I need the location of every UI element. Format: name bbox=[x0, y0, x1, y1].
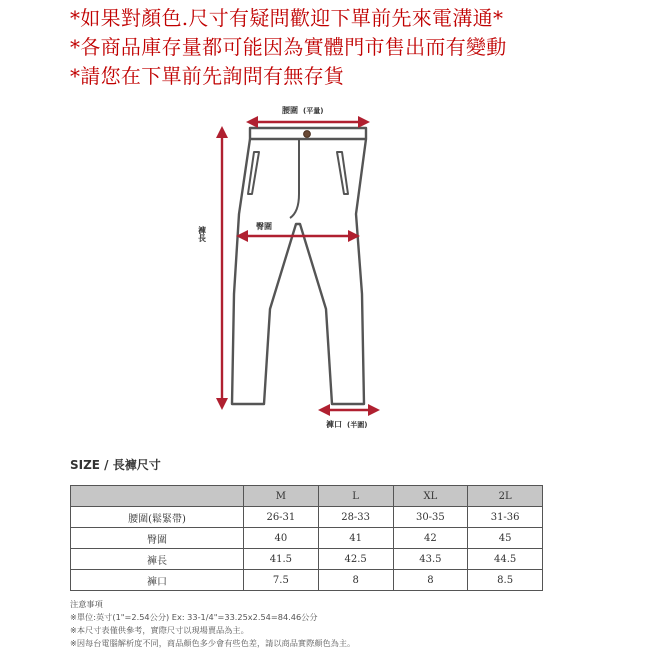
note-line: ※單位:英寸(1"=2.54公分) Ex: 33-1/4"=33.25x2.54=84.46公分 bbox=[70, 612, 318, 622]
notes-title: 注意事項 bbox=[70, 599, 103, 609]
size-header: L bbox=[318, 486, 393, 507]
waist-note: (平量) bbox=[303, 107, 324, 115]
notice-line: *各商品庫存量都可能因為實體門市售出而有變動 bbox=[70, 35, 507, 59]
table-row bbox=[71, 507, 543, 528]
size-chart-title: SIZE / 長褲尺寸 bbox=[70, 458, 161, 472]
table-cell: 40 bbox=[244, 528, 319, 549]
table-row bbox=[71, 570, 543, 591]
note-line: ※因每台電腦解析度不同，商品顏色多少會有些色差，請以商品實際顏色為主。 bbox=[70, 638, 356, 648]
table-row bbox=[71, 549, 543, 570]
table-cell: 28-33 bbox=[318, 507, 393, 528]
size-header: 2L bbox=[468, 486, 543, 507]
waist-label: 腰圍 bbox=[282, 106, 298, 115]
length-label: 褲長 bbox=[197, 226, 207, 242]
hem-note: (半圍) bbox=[347, 421, 368, 429]
button-icon bbox=[304, 131, 311, 138]
table-cell: 26-31 bbox=[244, 507, 319, 528]
table-header-row bbox=[71, 486, 543, 507]
table-cell: 43.5 bbox=[393, 549, 468, 570]
row-label: 臀圍 bbox=[71, 528, 244, 549]
row-label: 腰圍(鬆緊帶) bbox=[71, 507, 244, 528]
table-cell: 42 bbox=[393, 528, 468, 549]
table-cell: 8.5 bbox=[468, 570, 543, 591]
table-corner-cell bbox=[71, 486, 244, 507]
note-line: ※本尺寸表僅供參考，實際尺寸以現場賣品為主。 bbox=[70, 625, 249, 635]
table-cell: 42.5 bbox=[318, 549, 393, 570]
stock-notices bbox=[70, 4, 507, 91]
hem-label: 褲口 bbox=[326, 420, 342, 429]
notice-line: *如果對顏色.尺寸有疑問歡迎下單前先來電溝通* bbox=[70, 6, 504, 30]
table-cell: 30-35 bbox=[393, 507, 468, 528]
notice-line: *請您在下單前先詢問有無存貨 bbox=[70, 64, 345, 88]
row-label: 褲長 bbox=[71, 549, 244, 570]
table-cell: 41.5 bbox=[244, 549, 319, 570]
table-cell: 7.5 bbox=[244, 570, 319, 591]
table-row bbox=[71, 528, 543, 549]
size-header: XL bbox=[393, 486, 468, 507]
table-cell: 8 bbox=[318, 570, 393, 591]
table-cell: 41 bbox=[318, 528, 393, 549]
table-cell: 8 bbox=[393, 570, 468, 591]
notes-section bbox=[70, 598, 355, 650]
table-cell: 31-36 bbox=[468, 507, 543, 528]
table-cell: 45 bbox=[468, 528, 543, 549]
hip-label: 臀圍 bbox=[256, 222, 272, 231]
table-cell: 44.5 bbox=[468, 549, 543, 570]
size-table bbox=[70, 485, 543, 591]
pants-outline bbox=[232, 128, 366, 404]
row-label: 褲口 bbox=[71, 570, 244, 591]
size-header: M bbox=[244, 486, 319, 507]
pants-diagram bbox=[190, 94, 420, 439]
